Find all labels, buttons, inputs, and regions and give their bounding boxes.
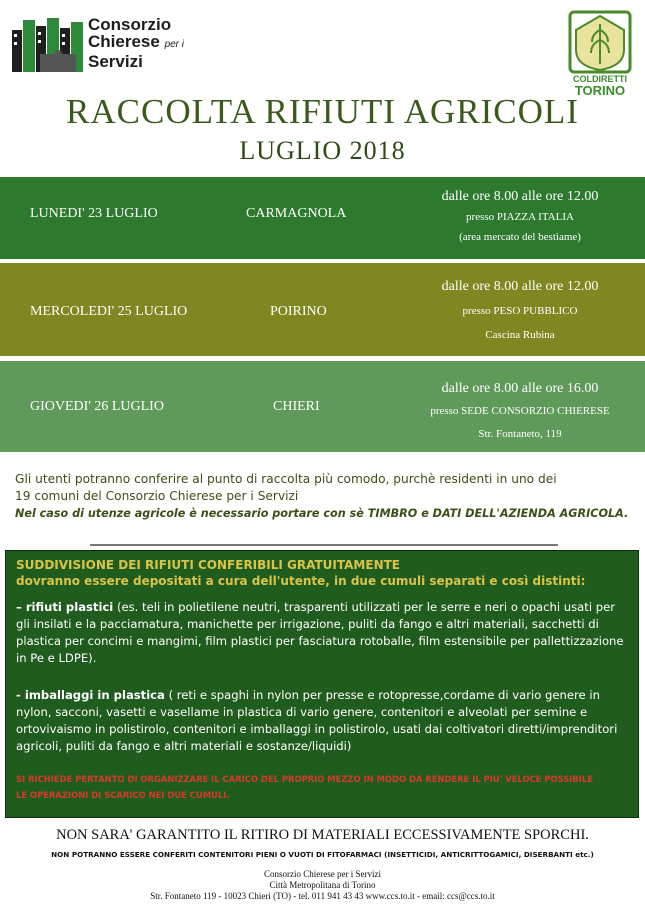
box-heading-line-1: SUDDIVISIONE DEI RIFIUTI CONFERIBILI GRATUITAMENTE	[16, 558, 400, 572]
item-packaging-text: ( reti e spaghi in nylon per presse e rotopresse,cordame di vario genere in nylon, sacconi, vasetti e vasellame in plastica di vario genere, contenitori e alveolati per semine e ortovivaismo in polistirolo, contenitori e imballaggi in polistirolo, usati dai coltivatori diretti/imprenditori agricoli, puliti da fango e altri materiali e sostanze/liquidi)	[16, 688, 618, 753]
schedule-note: Cascina Rubina	[485, 329, 555, 341]
city-puzzle-icon	[10, 16, 86, 74]
schedule-place: POIRINO	[270, 304, 327, 319]
schedule-location: presso SEDE CONSORZIO CHIERESE	[430, 405, 610, 417]
dirty-materials-warning: NON SARA' GARANTITO IL RITIRO DI MATERIALI ECCESSIVAMENTE SPORCHI.	[56, 827, 589, 843]
logo-line-consorzio: Consorzio	[88, 15, 172, 34]
residents-notice	[15, 471, 635, 522]
warning-line-2: LE OPERAZIONI DI SCARICO NEI DUE CUMULI.	[16, 790, 230, 800]
logo-line-per-i: per i	[164, 39, 185, 50]
wheat-emblem-icon	[568, 10, 632, 74]
item-packaging	[16, 687, 631, 755]
schedule-day: GIOVEDI' 26 LUGLIO	[30, 399, 164, 414]
pesticide-containers-warning: NON POTRANNO ESSERE CONFERITI CONTENITORI PIENI O VUOTI DI FITOFARMACI (INSETTICIDI, ANTICRITTOGAMICI, DISERBANTI etc.)	[51, 850, 594, 859]
consorzio-logo	[10, 16, 190, 76]
notice-line-2: 19 comuni del Consorzio Chierese per i Servizi	[15, 489, 299, 503]
schedule-location: presso PIAZZA ITALIA	[466, 211, 574, 223]
page-title: RACCOLTA RIFIUTI AGRICOLI	[66, 92, 579, 131]
divider	[90, 544, 558, 546]
box-body	[16, 599, 631, 755]
item-plastics	[16, 599, 631, 667]
org-name: Consorzio Chierese per i Servizi	[264, 869, 381, 879]
page-subtitle: LUGLIO 2018	[239, 136, 406, 165]
box-heading-line-2: dovranno essere depositati a cura dell'utente, in due cumuli separati e così distinti:	[16, 574, 586, 588]
schedule-place: CARMAGNOLA	[246, 206, 347, 221]
schedule-hours: dalle ore 8.00 alle ore 16.00	[441, 381, 599, 396]
item-packaging-label: - imballaggi in plastica	[16, 688, 165, 702]
torino-label: TORINO	[574, 83, 626, 98]
schedule-location: presso PESO PUBBLICO	[462, 305, 578, 317]
logo-line-chierese: Chierese	[88, 32, 160, 51]
loading-warning	[16, 771, 631, 803]
schedule-day: LUNEDI' 23 LUGLIO	[30, 206, 158, 221]
coldiretti-label: COLDIRETTI	[573, 74, 627, 84]
schedule-note: (area mercato del bestiame)	[459, 231, 581, 243]
item-plastics-text: (es. teli in polietilene neutri, trasparenti utilizzati per le serre e neri o opachi usati per gli insilati e la pacciamatura, manichette per irrigazione, puliti da fango e altri materiali, sacchetti di plastica per concimi e mangimi, film plastici per fasciatura rotoballe, film estensibile per pallettizzazione in Pe e LDPE).	[16, 600, 624, 665]
waste-categories-box	[5, 550, 639, 818]
schedule-note: Str. Fontaneto, 119	[478, 428, 562, 440]
schedule-row-carmagnola	[0, 177, 645, 259]
schedule-hours: dalle ore 8.00 alle ore 12.00	[441, 279, 599, 294]
org-address: Str. Fontaneto 119 - 10023 Chieri (TO) - tel. 011 941 43 43 www.ccs.to.it - email: ccs@ccs.to.it	[150, 891, 495, 901]
notice-line-3: Nel caso di utenze agricole è necessario portare con sè TIMBRO e DATI DELL'AZIENDA AGRICOLA.	[15, 507, 629, 520]
schedule-hours: dalle ore 8.00 alle ore 12.00	[441, 189, 599, 204]
schedule-day: MERCOLEDI' 25 LUGLIO	[30, 304, 188, 319]
contact-address	[0, 869, 645, 902]
notice-line-1: Gli utenti potranno conferire al punto di raccolta più comodo, purchè residenti in uno dei	[15, 472, 557, 486]
schedule-row-chieri	[0, 361, 645, 452]
item-plastics-label: – rifiuti plastici	[16, 600, 114, 614]
logo-line-servizi: Servizi	[88, 52, 143, 71]
org-city: Città Metropolitana di Torino	[269, 880, 376, 890]
warning-line-1: SI RICHIEDE PERTANTO DI ORGANIZZARE IL CARICO DEL PROPRIO MEZZO IN MODO DA RENDERE IL PIU' VELOCE POSSIBILE	[16, 774, 593, 784]
schedule-place: CHIERI	[273, 399, 320, 414]
coldiretti-logo	[568, 10, 632, 96]
box-heading	[16, 557, 631, 589]
schedule-row-poirino	[0, 263, 645, 356]
